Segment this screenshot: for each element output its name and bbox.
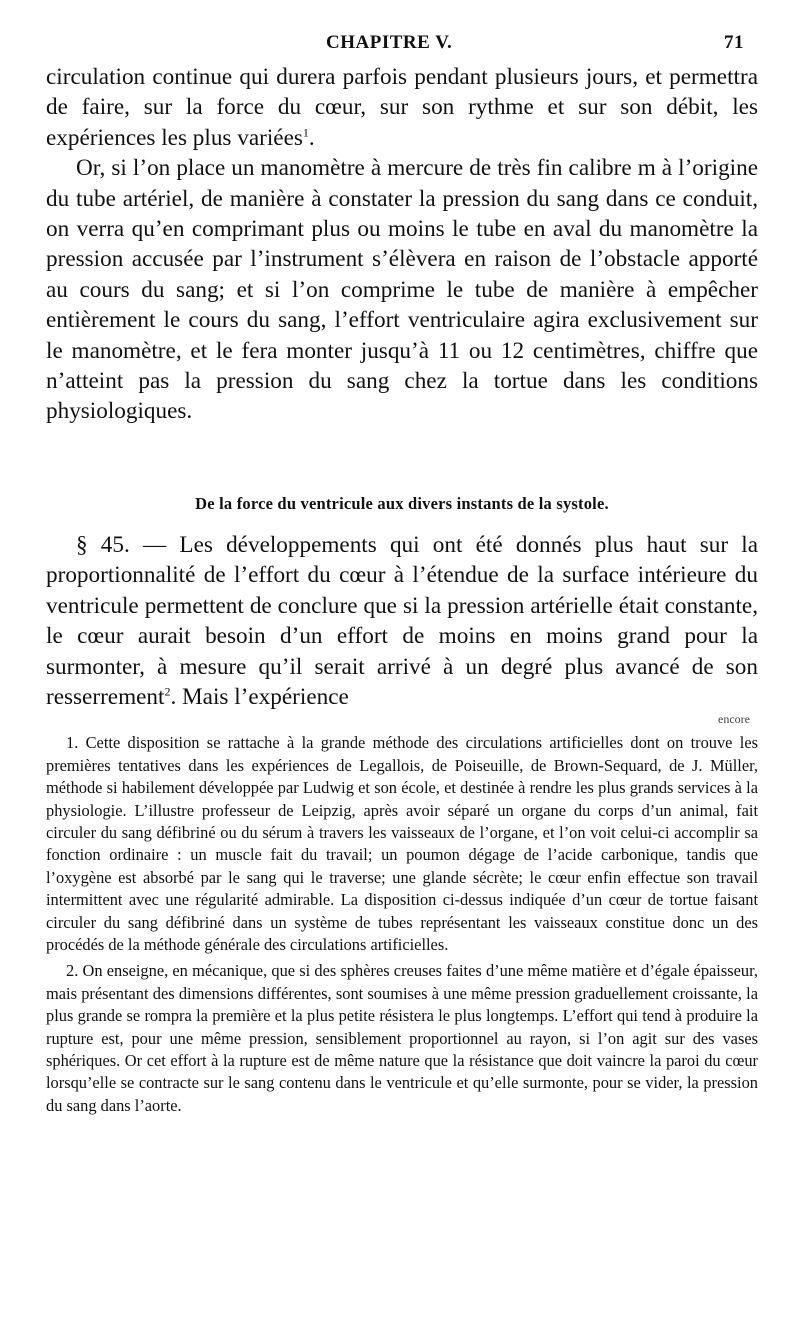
chapter-title: CHAPITRE V. bbox=[326, 32, 453, 53]
footnote-2-text: On enseigne, en mécanique, que si des sphères creuses faites d’une même matière et d’égale épaisseur, mais présentant des dimensions différentes, sont soumises à une même pression graduellement croissante, la plus grande se rompra la première et la plus petite résistera le plus longtemps. L’effort qui tend à produire la rupture est, pour une même pression, sensiblement proportionnel au rayon, si l’on agit sur des vases sphériques. Or cet effort à la rupture est de même nature que la résistance que doit vaincre la paroi du cœur lorsqu’elle se contracte sur le sang contenu dans le ventricule et qu’elle surmonte, pour se vider, la pression du sang dans l’aorte. bbox=[46, 961, 758, 1115]
section-heading: De la force du ventricule aux divers instants de la systole. bbox=[195, 493, 609, 513]
section-paragraph-end: . Mais l’expérience bbox=[170, 683, 349, 710]
section-number: § 45. — bbox=[76, 531, 167, 558]
paragraph-1-text: circulation continue qui durera parfois pendant plusieurs jours, et permettra de faire, sur la force du cœur, sur son rythme et sur son débit, les expériences les plus variées bbox=[46, 64, 758, 151]
section-text bbox=[46, 530, 758, 712]
footnote-2 bbox=[46, 960, 758, 1117]
book-page bbox=[46, 26, 758, 1296]
running-header bbox=[46, 26, 758, 62]
page-number: 71 bbox=[724, 32, 744, 53]
footnote-1-text: Cette disposition se rattache à la grande méthode des circulations artificielles dont on trouve les premières tentatives dans les expériences de Legallois, de Poiseuille, de Brown-Sequard, de J. Müller, méthode si habilement développée par Ludwig et son école, et destinée à rendre les plus grands services à la physiologie. L’illustre professeur de Leipzig, après avoir séparé un organe du corps d’un animal, fait circuler du sang défibriné ou du sérum à travers les vaisseaux de l’organe, et l’on voit celui-ci accomplir sa fonction ordinaire : un muscle fait du travail; un poumon dégage de l’acide carbonique, tandis que l’oxygène est absorbé par le sang qui le traverse; une glande sécrète; le cœur enfin effectue son travail intermittent avec une régularité admirable. La disposition ci-dessus indiquée d’un cœur de tortue faisant circuler du sang défibriné dans un système de tubes représentant les vaisseaux constitue donc un des procédés de la méthode générale des circulations artificielles. bbox=[46, 733, 758, 954]
footnote-1 bbox=[46, 732, 758, 956]
footnote-ref-2: 2 bbox=[164, 684, 171, 699]
paragraph-continued bbox=[46, 62, 758, 153]
main-text bbox=[46, 62, 758, 427]
footnote-2-marker: 2. bbox=[66, 961, 79, 981]
footnote-ref-1: 1 bbox=[302, 125, 309, 140]
catchword: encore bbox=[718, 712, 750, 727]
section-paragraph-text: Les développements qui ont été donnés plus haut sur la proportionnalité de l’effort du cœur à l’étendue de la surface intérieure du ventricule permettent de conclure que si la pression artérielle était constante, le cœur aurait besoin d’un effort de moins en moins grand pour la surmonter, à mesure qu’il serait arrivé à un degré plus avancé de son resserrement bbox=[46, 531, 758, 710]
paragraph-2: Or, si l’on place un manomètre à mercure de très fin calibre m à l’origine du tube artériel, de manière à constater la pression du sang dans ce conduit, on verra qu’en comprimant plus ou moins le tube en aval du manomètre la pression accusée par l’instrument s’élèvera en raison de l’obstacle apporté au cours du sang; et si l’on comprime le tube de manière à empêcher entièrement le cours du sang, l’effort ventriculaire agira exclusivement sur le manomètre, et le fera monter jusqu’à 11 ou 12 centimètres, chiffre que n’atteint pas la pression du sang chez la tortue dans les conditions physiologiques. bbox=[46, 155, 758, 425]
section-paragraph bbox=[46, 530, 758, 712]
footnote-1-marker: 1. bbox=[66, 733, 79, 753]
footnotes bbox=[46, 732, 758, 1117]
paragraph-1-end: . bbox=[308, 124, 315, 151]
